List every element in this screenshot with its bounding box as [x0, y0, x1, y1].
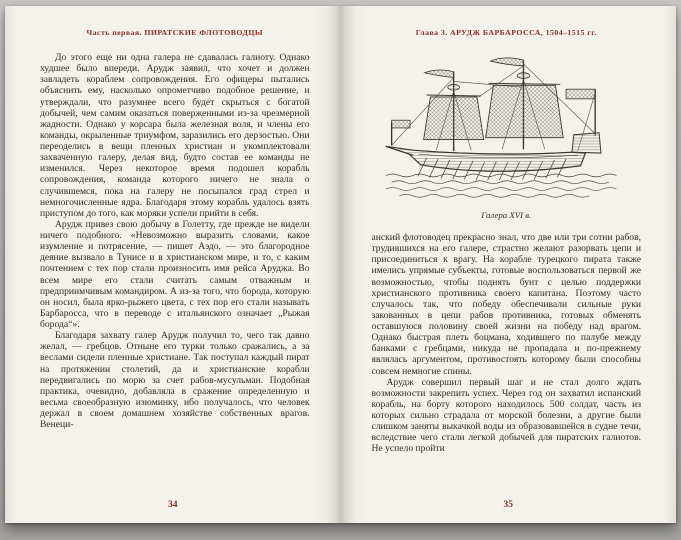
page-number-left: 34 [168, 500, 178, 510]
illustration-figure [372, 52, 642, 220]
galley-hull [386, 133, 601, 172]
page-right [341, 6, 677, 523]
illustration-caption: Галера XVI в. [481, 210, 532, 220]
galley-engraving-illustration [380, 52, 632, 200]
paragraph: Арудж привез свою добычу в Голетту, где прежде не видели ничего подобного. «Невозможно выразить словами, какое изумление и потрясение, — пишет Аэдо, — это благородное деяние вызвало в Тунисе и в христианском мире, и то, с каким почтением с тех пор стали произносить имя рейса Аруджа. Во всем мире его стали считать самым отважным и предприимчивым командиром. А из-за того, что борода, которую он носил, была ярко-рыжего цвета, с тех пор его стали называть Барбаросса, что в переводе с итальянского означает „Рыжая борода“». [40, 218, 310, 330]
running-head-right: Глава 3. АРУДЖ БАРБАРОССА, 1504–1515 гг. [415, 28, 597, 37]
galley-sails [424, 85, 564, 139]
body-text-right [372, 232, 642, 455]
paragraph: Благодаря захвату галер Арудж получил то, чего так давно желал, — гребцов. Отныне его турки только сражались, а за веслами сидели пленные христиане. Так поступал каждый пират на протяжении столетий, да и христианские корабли передвигались по морю за счет рабов-мусульман. Подобная практика, очевидно, добавляла в сражение определенную и весьма своеобразную изюминку, ибо получалось, что человек держал в своем домашнем хозяйстве собственных врагов. Венеци- [40, 330, 310, 431]
paragraph: До этого еще ни одна галера не сдавалась галиоту. Однако худшее было впереди. Арудж заявил, что хочет и должен завладеть кораблем сопровождения. Его офицеры пытались объяснить ему, насколько опрометчиво подобное решение, и утверждали, что разумнее всего будет скрыться с богатой добычей, чем самим оказаться поверженными из-за чрезмерной жадности. Однако у корсара была железная воля, и члены его команды, окрыленные триумфом, заразились его дерзостью. Они переоделись в вещи пленных христиан и укомплектовали захваченную галеру, делая вид, будто состав ее команды не изменился. Через некоторое время подошел корабль сопровождения, команда которого ничего не знала о случившемся, пока на галеру не посыпался град стрел и немногочисленные ядра. Благодаря этому корабль удалось взять приступом до того, как моряки успели прийти в себя. [40, 52, 310, 219]
paragraph: анский флотоводец прекрасно знал, что две или три сотни рабов, трудившихся на его галере, страстно желают разорвать цепи и присоединиться к врагу. На корабле турецкого пирата также имелись упрямые субъекты, готовые воспользоваться первой же возможностью, чтобы поднять бунт с целью поддержки христианского противника своего капитана. Поэтому часто случалось так, что победу обеспечивали сильные руки закованных в цепи рабов противника, готовых обменять оставшуюся половину своей жизни на победу над врагом. Однако быстрая плеть боцмана, ходившего по палубе между банками с гребцами, никуда не пропадала и по-прежнему являлась аргументом, противостоять которому были способны совсем немногие спины. [371, 232, 641, 377]
page-number-right: 35 [503, 500, 513, 510]
paragraph: Арудж совершил первый шаг и не стал долго ждать возможности закрепить успех. Через год он захватил испанский корабль, на борту которого находилось 500 солдат, часть из которых сильно страдала от морской болезни, а другие были слишком заняты выкачкой воды из образовавшейся в судне течи, вследствие чего стали легкой добычей для пиратских галиотов. Не успело пройти [371, 376, 641, 455]
body-text-left [40, 52, 310, 430]
running-head-left: Часть первая. ПИРАТСКИЕ ФЛОТОВОДЦЫ [86, 28, 263, 37]
page-left [5, 6, 341, 523]
book-spread [5, 6, 676, 523]
water-lines [386, 174, 617, 197]
